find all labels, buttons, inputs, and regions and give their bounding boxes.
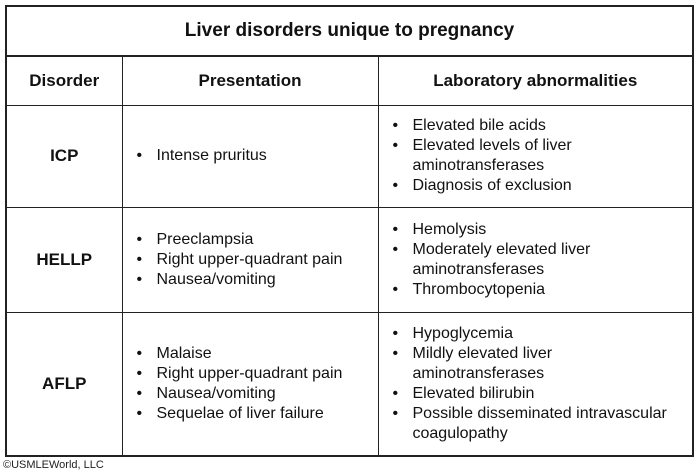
list-item: • Diagnosis of exclusion bbox=[391, 176, 683, 196]
list-item: • Right upper-quadrant pain bbox=[135, 364, 368, 384]
labs-cell bbox=[378, 312, 692, 456]
header-labs: Laboratory abnormalities bbox=[378, 57, 692, 105]
header-disorder: Disorder bbox=[7, 57, 122, 105]
disorder-cell: HELLP bbox=[7, 207, 122, 312]
table-title: Liver disorders unique to pregnancy bbox=[7, 7, 692, 57]
liver-disorders-table-frame bbox=[5, 5, 694, 457]
header-presentation: Presentation bbox=[122, 57, 378, 105]
list-item: • Moderately elevated liver aminotransferases bbox=[391, 240, 683, 280]
header-row bbox=[7, 57, 692, 105]
list-item: • Preeclampsia bbox=[135, 230, 368, 250]
list-item: • Hemolysis bbox=[391, 220, 683, 240]
list-item: • Right upper-quadrant pain bbox=[135, 250, 368, 270]
list-item: • Intense pruritus bbox=[135, 146, 368, 166]
table-row-hellp bbox=[7, 207, 692, 312]
list-item: • Hypoglycemia bbox=[391, 324, 683, 344]
table-row-aflp bbox=[7, 312, 692, 456]
copyright-notice: ©USMLEWorld, LLC bbox=[3, 459, 104, 471]
presentation-cell bbox=[122, 105, 378, 207]
disorder-cell: ICP bbox=[7, 105, 122, 207]
disorder-cell: AFLP bbox=[7, 312, 122, 456]
list-item: • Thrombocytopenia bbox=[391, 280, 683, 300]
list-item: • Mildly elevated liver aminotransferases bbox=[391, 344, 683, 384]
list-item: • Elevated bilirubin bbox=[391, 384, 683, 404]
list-item: • Elevated levels of liver aminotransferases bbox=[391, 136, 683, 176]
list-item: • Nausea/vomiting bbox=[135, 384, 368, 404]
list-item: • Sequelae of liver failure bbox=[135, 404, 368, 424]
presentation-cell bbox=[122, 207, 378, 312]
liver-disorders-table bbox=[7, 57, 692, 456]
list-item: • Elevated bile acids bbox=[391, 116, 683, 136]
list-item: • Possible disseminated intravascular coagulopathy bbox=[391, 404, 683, 444]
presentation-cell bbox=[122, 312, 378, 456]
list-item: • Malaise bbox=[135, 344, 368, 364]
labs-cell bbox=[378, 207, 692, 312]
labs-cell bbox=[378, 105, 692, 207]
list-item: • Nausea/vomiting bbox=[135, 270, 368, 290]
table-row-icp bbox=[7, 105, 692, 207]
